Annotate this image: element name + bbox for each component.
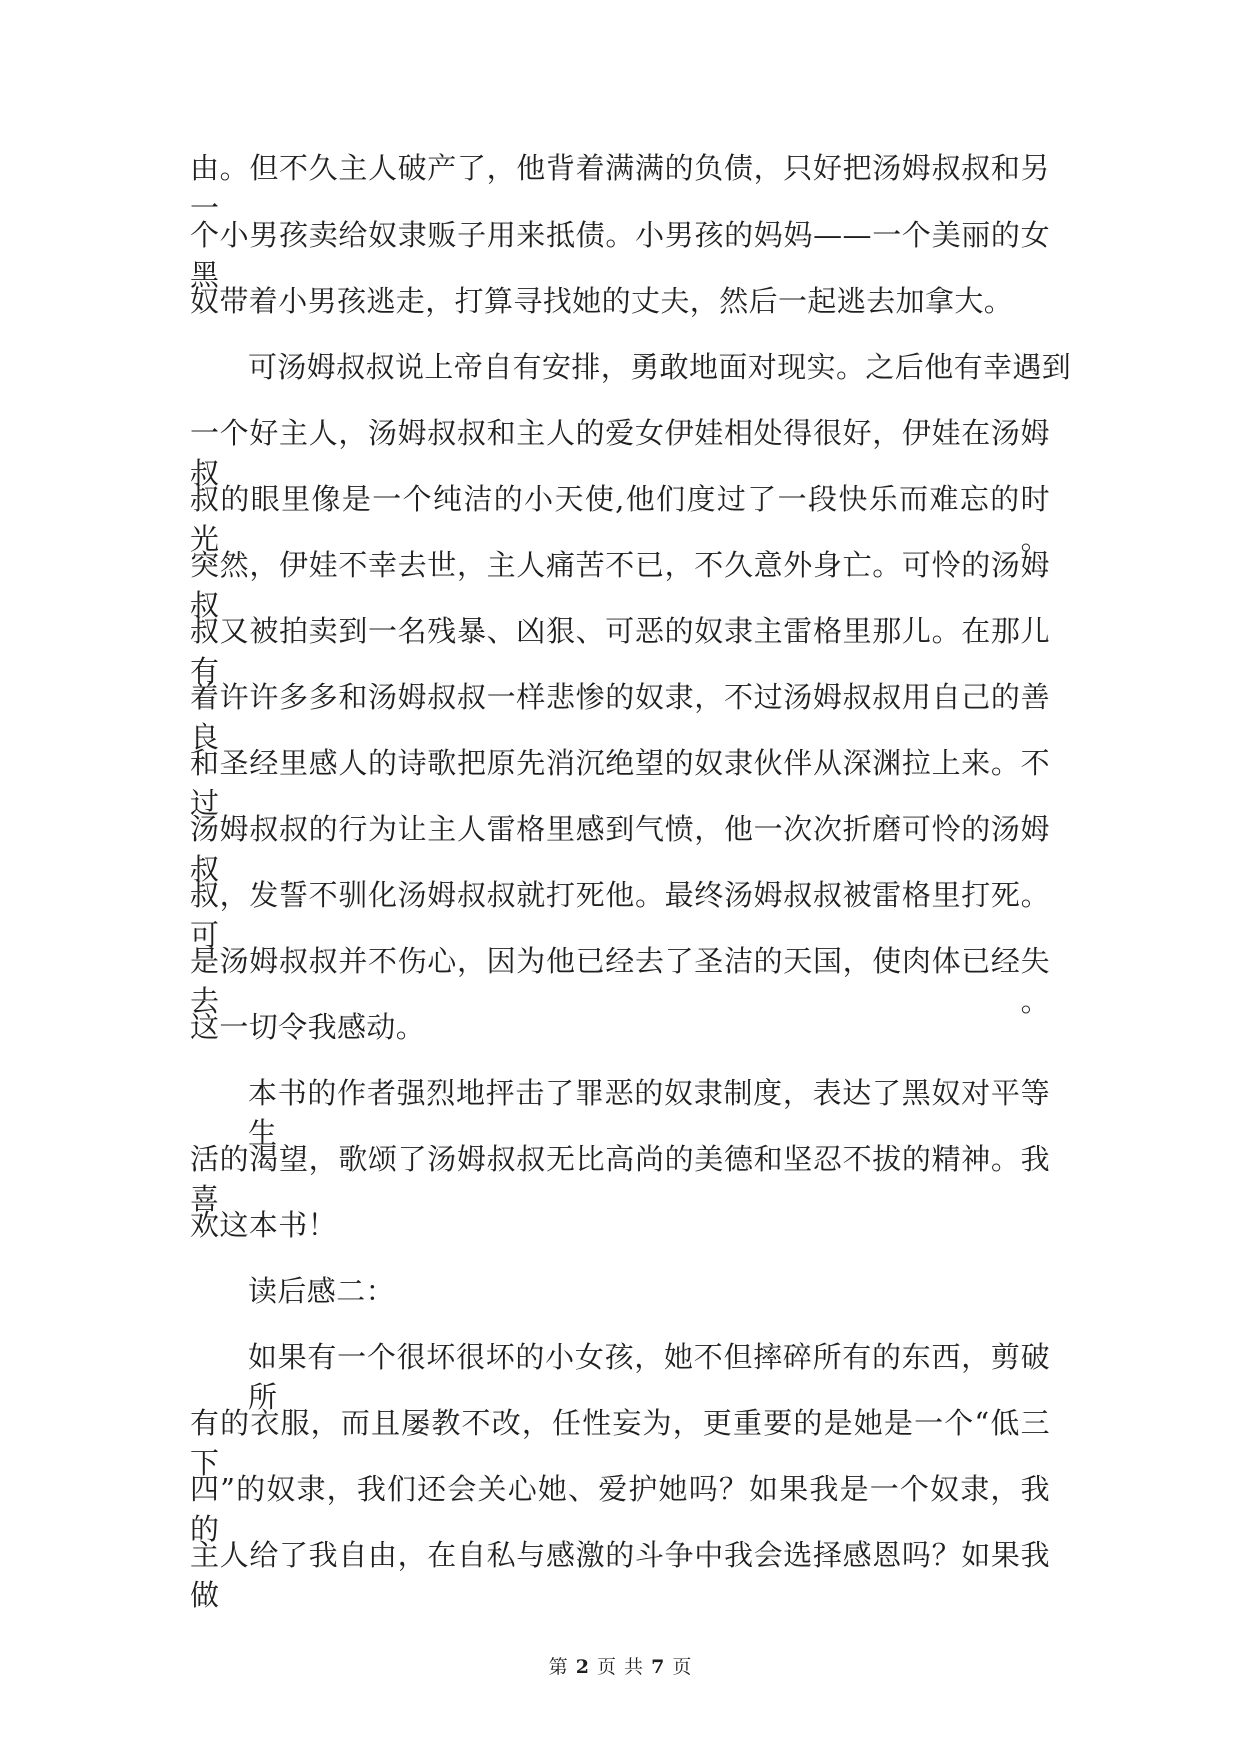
text-line: 着许许多多和汤姆叔叔一样悲惨的奴隶，不过汤姆叔叔用自己的善良 — [190, 680, 1050, 754]
text-line: 这一切令我感动。 — [190, 1010, 426, 1044]
page-footer — [0, 1655, 1241, 1679]
text-line: 一个好主人，汤姆叔叔和主人的爱女伊娃相处得很好，伊娃在汤姆叔 — [190, 416, 1050, 490]
text-line: 和圣经里感人的诗歌把原先消沉绝望的奴隶伙伴从深渊拉上来。不过 — [190, 746, 1050, 820]
text-line: 由。但不久主人破产了，他背着满满的负债，只好把汤姆叔叔和另一 — [190, 151, 1050, 225]
current-page-number: 2 — [575, 1656, 590, 1678]
footer-suffix: 页 — [672, 1656, 693, 1678]
text-line: 主人给了我自由，在自私与感激的斗争中我会选择感恩吗？如果我做 — [190, 1538, 1050, 1612]
total-page-number: 7 — [651, 1656, 666, 1678]
text-line: 叔，发誓不驯化汤姆叔叔就打死他。最终汤姆叔叔被雷格里打死。可 — [190, 878, 1050, 952]
text-line: 奴带着小男孩逃走，打算寻找她的丈夫，然后一起逃去加拿大。 — [190, 284, 1014, 318]
section-heading: 读后感二： — [248, 1274, 396, 1308]
text-line: 个小男孩卖给奴隶贩子用来抵债。小男孩的妈妈——一个美丽的女黑 — [190, 218, 1050, 292]
text-line: 汤姆叔叔的行为让主人雷格里感到气愤，他一次次折磨可怜的汤姆叔 — [190, 812, 1050, 886]
text-line: 叔的眼里像是一个纯洁的小天使,他们度过了一段快乐而难忘的时光。 — [190, 482, 1050, 556]
text-line: 可汤姆叔叔说上帝自有安排，勇敢地面对现实。之后他有幸遇到 — [248, 350, 1072, 384]
footer-middle: 页 共 — [596, 1656, 645, 1678]
text-line: 突然，伊娃不幸去世，主人痛苦不已，不久意外身亡。可怜的汤姆叔 — [190, 548, 1050, 622]
text-line: 是汤姆叔叔并不伤心，因为他已经去了圣洁的天国，使肉体已经失去。 — [190, 944, 1050, 1018]
text-line: 叔又被拍卖到一名残暴、凶狠、可恶的奴隶主雷格里那儿。在那儿有 — [190, 614, 1050, 688]
text-line: 欢这本书！ — [190, 1208, 338, 1242]
text-line: 活的渴望，歌颂了汤姆叔叔无比高尚的美德和坚忍不拔的精神。我喜 — [190, 1142, 1050, 1216]
text-line: 四”的奴隶，我们还会关心她、爱护她吗？如果我是一个奴隶，我的 — [190, 1472, 1050, 1546]
text-line: 有的衣服，而且屡教不改，任性妄为，更重要的是她是一个“低三下 — [190, 1406, 1050, 1480]
footer-prefix: 第 — [548, 1656, 569, 1678]
text-line: 如果有一个很坏很坏的小女孩，她不但摔碎所有的东西，剪破所 — [248, 1340, 1050, 1414]
text-line: 本书的作者强烈地抨击了罪恶的奴隶制度，表达了黑奴对平等生 — [248, 1076, 1050, 1150]
